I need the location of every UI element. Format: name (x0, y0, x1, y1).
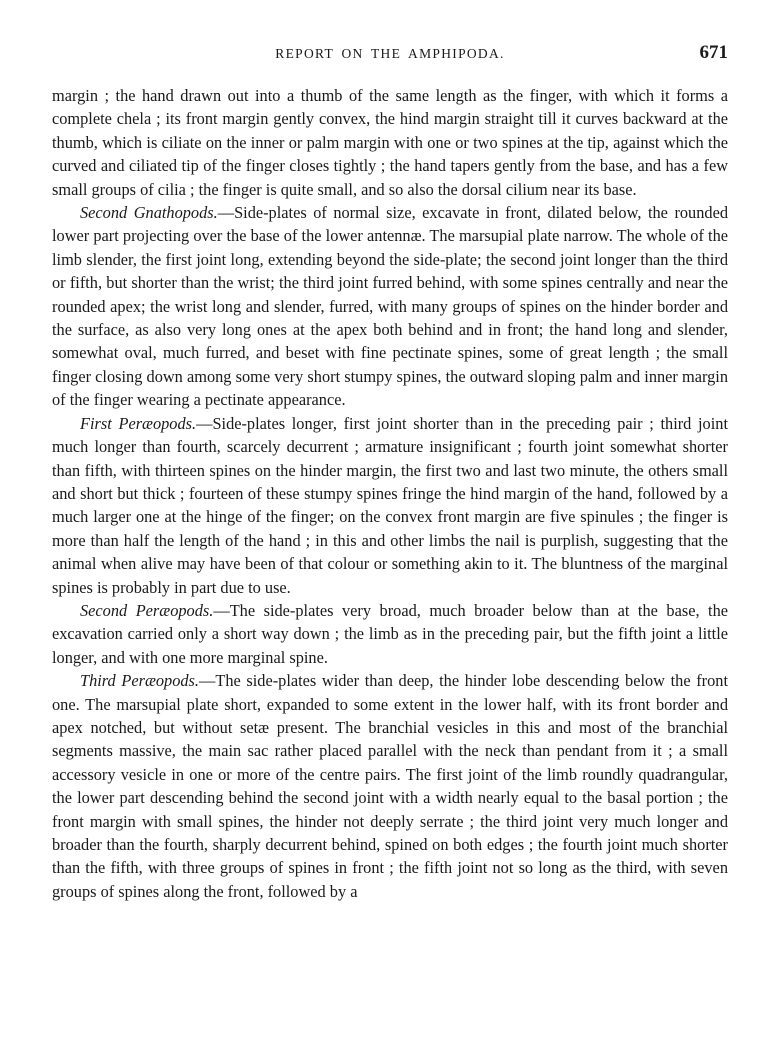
paragraph-first-peraeopods (52, 412, 728, 599)
paragraph-text: —Side-plates longer, first joint shorter than in the preceding pair ; third joint much longer than fourth, scarcely decurrent ; armature insignificant ; fourth joint somewhat shorter than fifth, with thirteen spines on the hinder margin, the first two and last two minute, the others small and short but thick ; fourteen of these stumpy spines fringe the hind margin of the hand, followed by a much larger one at the hinge of the finger; on the convex front margin are five spinules ; the finger is more than half the length of the hand ; in this and other limbs the nail is purplish, suggesting that the animal when alive may have been of that colour or something akin to it. The bluntness of the marginal spines is probably in part due to use. (52, 413, 728, 597)
paragraph-text: margin ; the hand drawn out into a thumb of the same length as the finger, with which it forms a complete chela ; its front margin gently convex, the hind margin straight till it curves backward at the thumb, which is ciliate on the inner or palm margin with one or two spines at the tip, against which the curved and ciliated tip of the finger closes tightly ; the hand tapers gently from the base, and has a few small groups of cilia ; the finger is quite small, and so also the dorsal cilium near its base. (52, 86, 728, 199)
paragraph-third-peraeopods (52, 669, 728, 903)
section-heading: Third Peræopods. (80, 671, 199, 691)
paragraph-text: —The side-plates very broad, much broader below than at the base, the excavation carried only a short way down ; the limb as in the preceding pair, but the fifth joint a little longer, and with one more marginal spine. (52, 600, 728, 667)
paragraph-second-gnathopods (52, 201, 728, 412)
section-heading: Second Peræopods. (80, 600, 214, 620)
paragraph-text: —Side-plates of normal size, excavate in front, dilated below, the rounded lower part projecting over the base of the lower antennæ. The marsupial plate narrow. The whole of the limb slender, the first joint long, extending beyond the side-plate; the second joint longer than the third or fifth, but shorter than the wrist; the third joint furred behind, with some spines centrally and near the rounded apex; the wrist long and slender, furred, with many groups of spines on the hinder border and the surface, as also very long ones at the apex both behind and in front; the hand long and slender, somewhat oval, much furred, and beset with fine pectinate spines, some of great length ; the small finger closing down among some very short stumpy spines, the outward sloping palm and inner margin of the finger wearing a pectinate appearance. (52, 203, 728, 410)
page-header (52, 38, 728, 64)
paragraph-continuation (52, 84, 728, 201)
body-text (52, 84, 728, 903)
page-number: 671 (699, 42, 728, 63)
section-heading: Second Gnathopods. (80, 203, 218, 223)
paragraph-second-peraeopods (52, 599, 728, 669)
running-title: REPORT ON THE AMPHIPODA. (275, 46, 505, 61)
document-page (52, 38, 728, 903)
paragraph-text: —The side-plates wider than deep, the hinder lobe descending below the front one. The marsupial plate short, expanded to some extent in the lower half, with its front border and apex notched, but without setæ present. The branchial vesicles in this and most of the branchial segments massive, the main sac rather placed parallel with the neck than pendant from it ; a small accessory vesicle in one or more of the centre pairs. The first joint of the limb roundly quadrangular, the lower part descending behind the second joint with a width nearly equal to the basal portion ; the front margin with small spines, the hinder not deeply serrate ; the third joint very much longer and broader than the fourth, sharply decurrent behind, spined on both edges ; the fourth joint much shorter than the fifth, with three groups of spines in front ; the fifth joint not so long as the third, with seven groups of spines along the front, followed by a (52, 671, 728, 901)
section-heading: First Peræopods. (80, 413, 197, 433)
